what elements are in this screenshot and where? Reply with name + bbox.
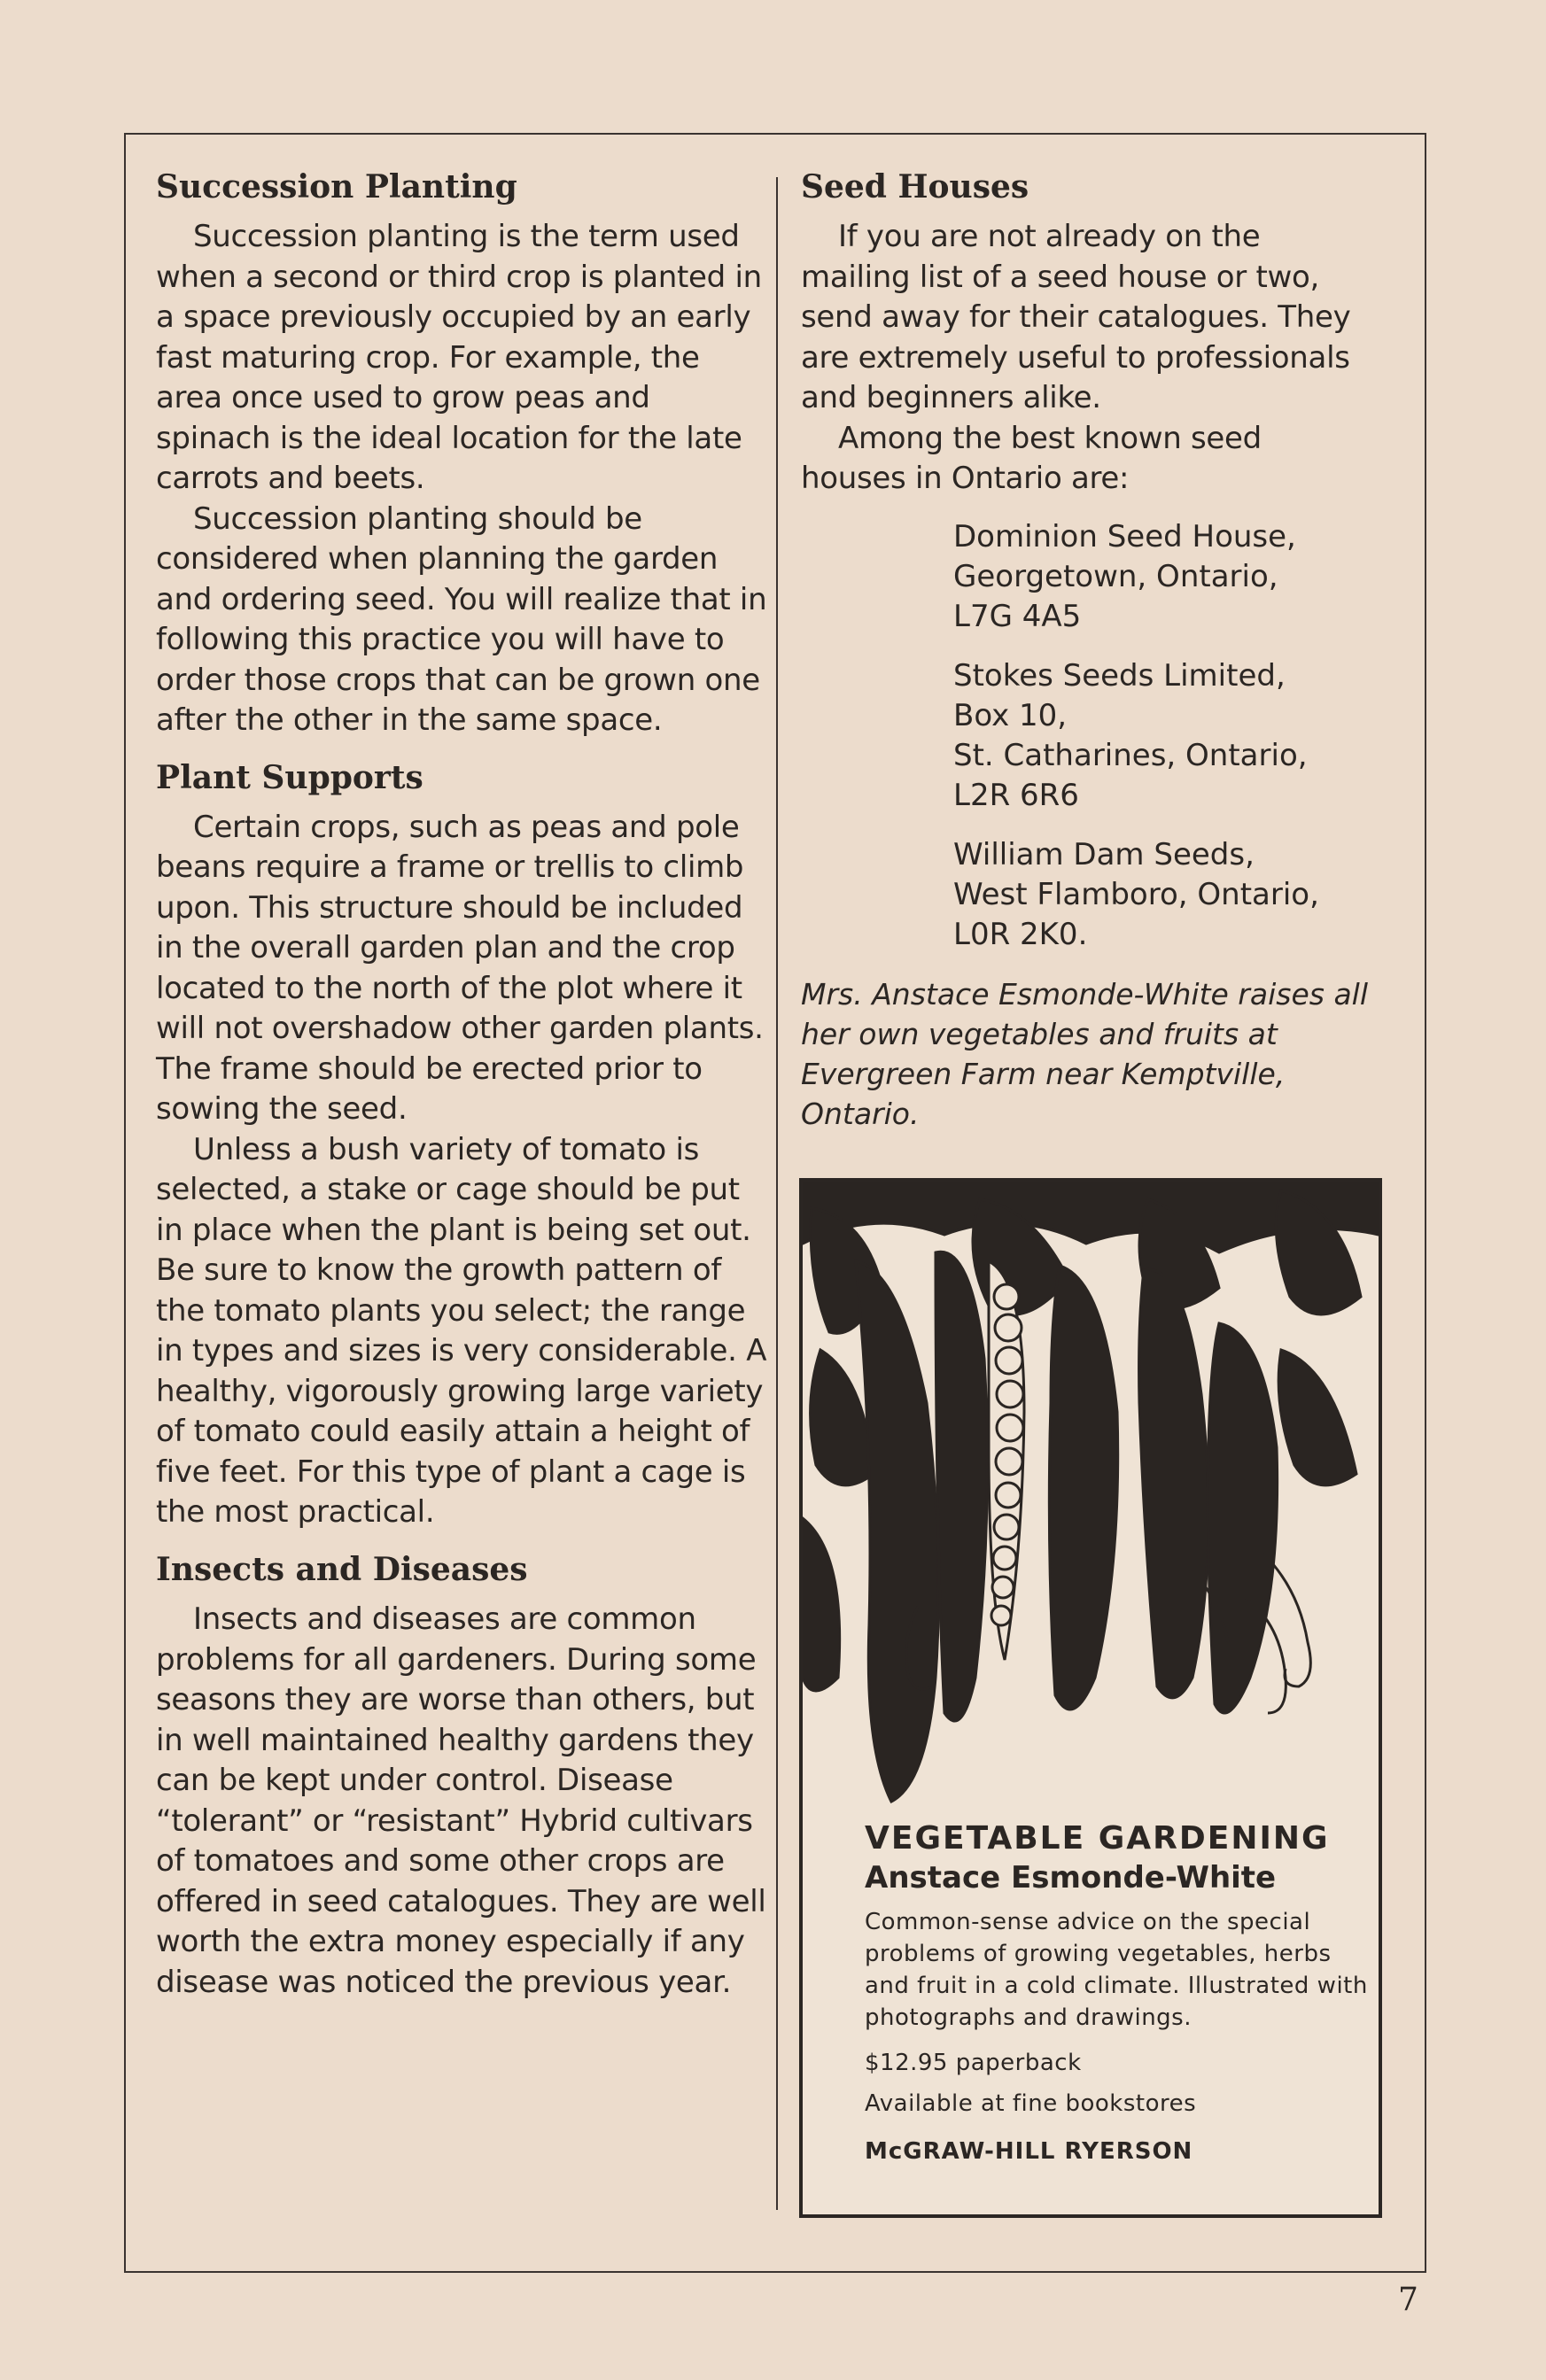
left-column: [156, 168, 767, 2020]
succession-planting-heading: Succession Planting: [156, 168, 517, 205]
paragraph: Certain crops, such as peas and pole beans require a frame or trellis to climb upon. This structure should be included in the overall garden plan and the crop located to the north of the plot where it will not overshadow other garden plants. The frame should be erected prior to sowing the seed.: [156, 809, 764, 1128]
address-line: St. Catharines, Ontario,: [953, 737, 1308, 773]
address-block: [953, 835, 1368, 955]
page-number: 7: [1398, 2282, 1418, 2318]
column-divider: [776, 177, 778, 2210]
pea-pod-illustration: [803, 1182, 1379, 1819]
plant-supports-section: [156, 759, 767, 1533]
book-author: Anstace Esmonde-White: [865, 1860, 1277, 1895]
publisher-name: McGRAW-HILL RYERSON: [865, 2138, 1193, 2165]
address-block: [953, 656, 1368, 816]
book-title: VEGETABLE GARDENING: [865, 1820, 1330, 1857]
address-line: L2R 6R6: [953, 777, 1079, 813]
address-line: Georgetown, Ontario,: [953, 558, 1278, 594]
address-line: Stokes Seeds Limited,: [953, 657, 1286, 694]
paragraph: Unless a bush variety of tomato is selected, a stake or cage should be put in place when the plant is being set out. Be sure to know the growth pattern of the tomato plants you select; the range in types and sizes is very considerable. A healthy, vigorously growing large variety of tomato could easily attain a height of five feet. For this type of plant a cage is the most practical.: [156, 1131, 767, 1531]
paragraph: Among the best known seed houses in Ontario are:: [801, 420, 1262, 497]
address-line: West Flamboro, Ontario,: [953, 876, 1319, 912]
plant-supports-heading: Plant Supports: [156, 758, 423, 796]
book-description: Common-sense advice on the special problems of growing vegetables, herbs and fruit in a cold climate. Illustrated with photographs and drawings.: [865, 1909, 1368, 2031]
author-byline: Mrs. Anstace Esmonde-White raises all her own vegetables and fruits at Evergreen Farm near Kemptville, Ontario.: [801, 976, 1369, 1131]
address-line: Dominion Seed House,: [953, 518, 1296, 554]
address-line: L0R 2K0.: [953, 916, 1088, 952]
insects-diseases-heading: Insects and Diseases: [156, 1550, 528, 1588]
right-column: [801, 168, 1368, 1134]
paragraph: Insects and diseases are common problems for all gardeners. During some seasons they are worse than others, but in well maintained healthy gardens they can be kept under control. Disease “tolerant” or “resistant” Hybrid cultivars of tomatoes and some other crops are offered in seed catalogues. They are well worth the extra money especially if any disease was noticed the previous year.: [156, 1601, 766, 2000]
paragraph: Succession planting should be considered when planning the garden and ordering seed. You will realize that in following this practice you will have to order those crops that can be grown one after the other in the same space.: [156, 500, 767, 739]
succession-planting-section: [156, 168, 767, 741]
address-block: [953, 517, 1368, 637]
address-line: L7G 4A5: [953, 598, 1082, 634]
paragraph: If you are not already on the mailing list of a seed house or two, send away for their catalogues. They are extremely useful to professionals and beginners alike.: [801, 219, 1351, 416]
seed-house-address-list: [953, 517, 1368, 955]
book-advertisement: [799, 1178, 1382, 2218]
book-price: $12.95 paperback: [865, 2050, 1082, 2076]
paragraph: Succession planting is the term used when a second or third crop is planted in a space previously occupied by an early fast maturing crop. For example, the area once used to grow peas and spinach is the ideal location for the late carrots and beets.: [156, 219, 762, 497]
seed-houses-heading: Seed Houses: [801, 168, 1029, 205]
address-line: William Dam Seeds,: [953, 836, 1255, 872]
address-line: Box 10,: [953, 697, 1068, 733]
insects-diseases-section: [156, 1551, 767, 2003]
availability-text: Available at fine bookstores: [865, 2090, 1197, 2117]
ad-text-block: [865, 1819, 1370, 2165]
